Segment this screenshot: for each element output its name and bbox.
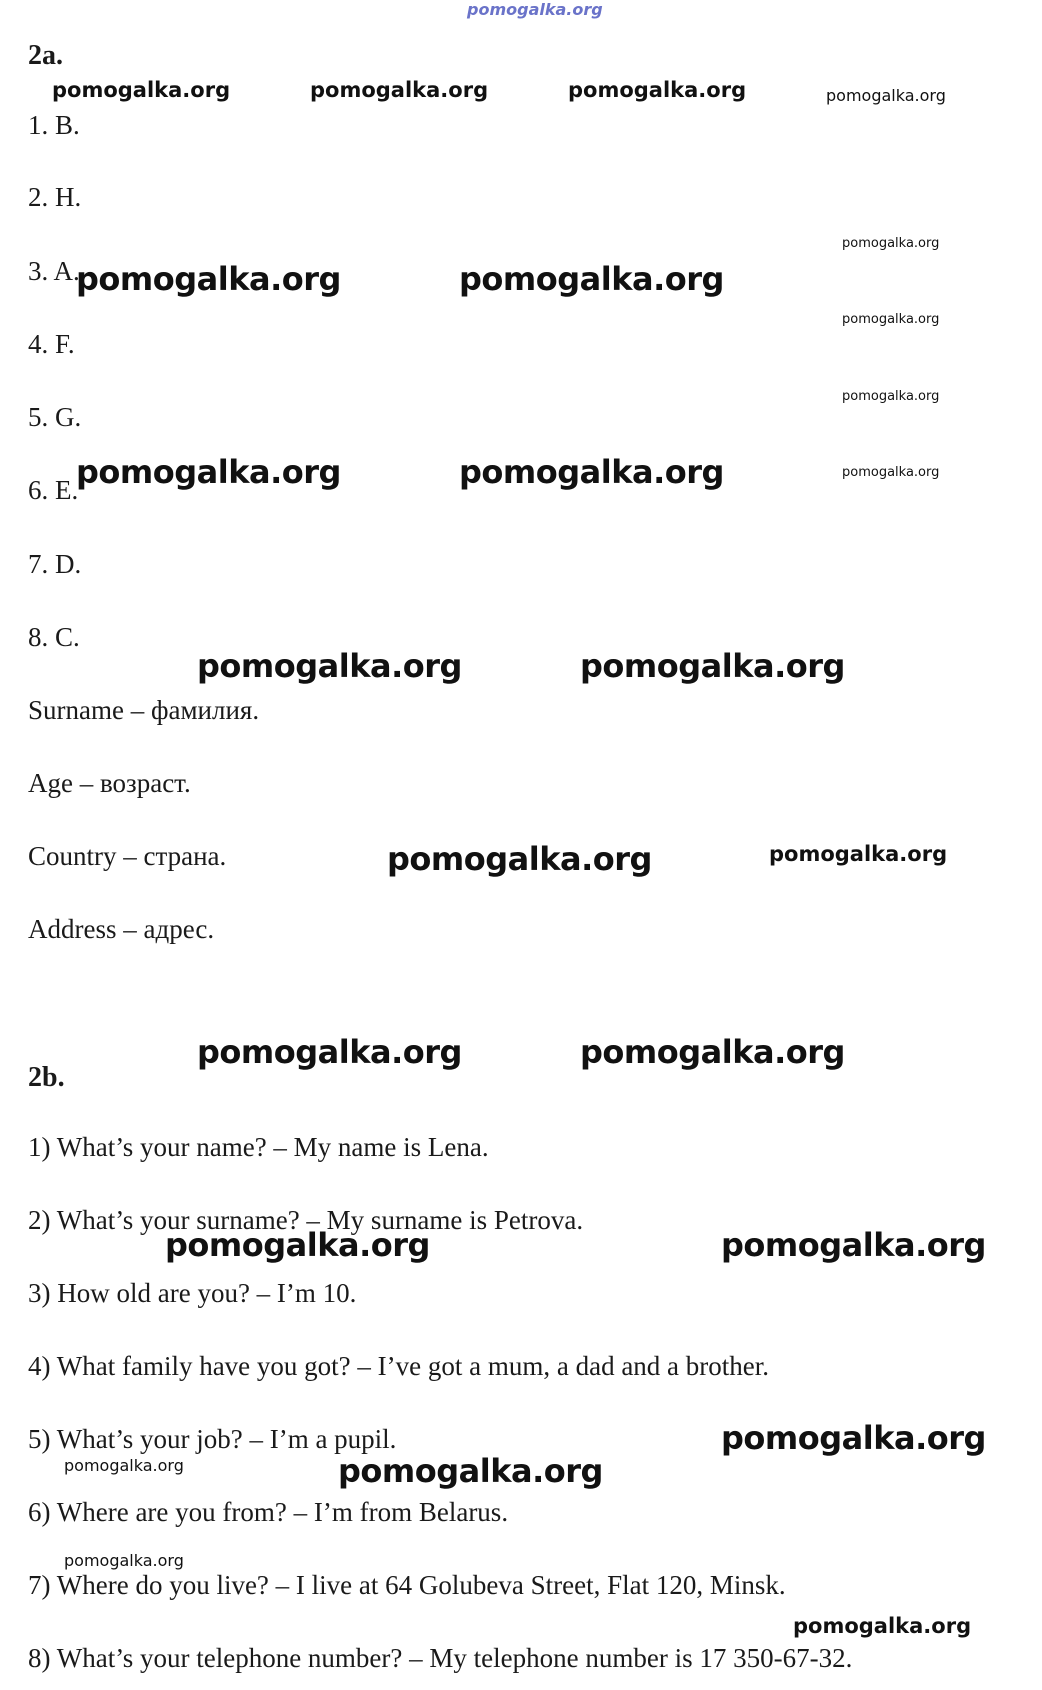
watermark: pomogalka.org bbox=[580, 647, 845, 685]
vocabulary-item: Surname – фамилия. bbox=[28, 695, 260, 725]
dialogue-line: 6) Where are you from? – I’m from Belarus. bbox=[28, 1497, 509, 1527]
vocabulary-item: Age – возраст. bbox=[28, 768, 191, 798]
watermark: pomogalka.org bbox=[769, 842, 948, 866]
watermark: pomogalka.org bbox=[310, 78, 489, 102]
section-2a-heading: 2a. bbox=[28, 40, 63, 71]
answer-item: 6. E. bbox=[28, 475, 79, 505]
watermark: pomogalka.org bbox=[842, 312, 940, 327]
section-2b-heading: 2b. bbox=[28, 1062, 65, 1093]
dialogue-line: 8) What’s your telephone number? – My telephone number is 17 350-67-32. bbox=[28, 1643, 853, 1673]
dialogue-line: 2) What’s your surname? – My surname is Petrova. bbox=[28, 1205, 584, 1235]
watermark: pomogalka.org bbox=[338, 1452, 603, 1490]
watermark: pomogalka.org bbox=[842, 236, 940, 251]
watermark: pomogalka.org bbox=[64, 1551, 184, 1570]
vocabulary-item: Address – адрес. bbox=[28, 914, 215, 944]
answer-item: 1. B. bbox=[28, 110, 80, 140]
watermark: pomogalka.org bbox=[197, 1033, 462, 1071]
answer-item: 4. F. bbox=[28, 329, 75, 359]
watermark: pomogalka.org bbox=[387, 840, 652, 878]
header-watermark[interactable]: pomogalka.org bbox=[467, 0, 603, 19]
dialogue-line: 3) How old are you? – I’m 10. bbox=[28, 1278, 357, 1308]
vocabulary-item: Country – страна. bbox=[28, 841, 227, 871]
answer-item: 3. A. bbox=[28, 256, 80, 286]
watermark: pomogalka.org bbox=[842, 465, 940, 480]
watermark: pomogalka.org bbox=[52, 78, 231, 102]
watermark: pomogalka.org bbox=[793, 1614, 972, 1638]
watermark: pomogalka.org bbox=[76, 453, 341, 491]
watermark: pomogalka.org bbox=[826, 86, 946, 105]
answer-item: 8. C. bbox=[28, 622, 80, 652]
watermark: pomogalka.org bbox=[76, 260, 341, 298]
answer-item: 7. D. bbox=[28, 549, 82, 579]
watermark: pomogalka.org bbox=[459, 260, 724, 298]
watermark: pomogalka.org bbox=[568, 78, 747, 102]
answer-item: 2. H. bbox=[28, 182, 82, 212]
watermark: pomogalka.org bbox=[64, 1456, 184, 1475]
dialogue-line: 4) What family have you got? – I’ve got a mum, a dad and a brother. bbox=[28, 1351, 770, 1381]
dialogue-line: 5) What’s your job? – I’m a pupil. bbox=[28, 1424, 397, 1454]
watermark: pomogalka.org bbox=[580, 1033, 845, 1071]
watermark: pomogalka.org bbox=[721, 1226, 986, 1264]
watermark: pomogalka.org bbox=[197, 647, 462, 685]
watermark: pomogalka.org bbox=[721, 1419, 986, 1457]
watermark: pomogalka.org bbox=[842, 389, 940, 404]
dialogue-line: 1) What’s your name? – My name is Lena. bbox=[28, 1132, 489, 1162]
watermark: pomogalka.org bbox=[165, 1226, 430, 1264]
dialogue-line: 7) Where do you live? – I live at 64 Golubeva Street, Flat 120, Minsk. bbox=[28, 1570, 786, 1600]
watermark: pomogalka.org bbox=[459, 453, 724, 491]
answer-item: 5. G. bbox=[28, 402, 82, 432]
